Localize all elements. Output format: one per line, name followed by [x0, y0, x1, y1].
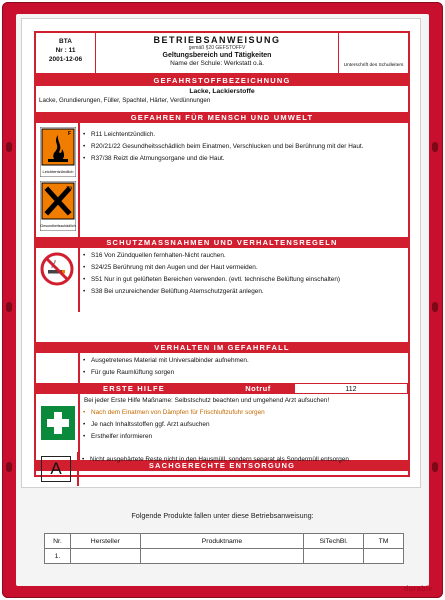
list-item: • Nach dem Einatmen von Dämpfen für Frischluftzufuhr sorgen — [82, 409, 408, 417]
section-heading-entsorgung: SACHGERECHTE ENTSORGUNG — [36, 460, 408, 471]
section-gefahrfall — [36, 353, 408, 383]
section-heading-ersthilfe — [36, 383, 408, 394]
doc-school: Name der Schule: Werkstatt o.ä. — [170, 60, 264, 67]
col-produktname: Produktname — [140, 534, 303, 549]
doc-title-box — [96, 33, 338, 73]
list-item: • S51 Nur in gut gelüfteten Bereichen verwenden. (evtl. technische Belüftung einschalten) — [82, 276, 408, 284]
document-sheet — [21, 18, 421, 488]
empty-icon-cell — [36, 353, 80, 383]
section-ersthilfe — [36, 394, 408, 460]
row-nr: 1. — [45, 549, 71, 564]
hazard-symbols — [36, 123, 80, 237]
col-sitechbl: SiTechBl. — [304, 534, 364, 549]
list-item: • Je nach Inhaltsstoffen ggf. Arzt aufsuchen — [82, 421, 408, 429]
disposal-list — [81, 452, 403, 464]
notruf-number: 112 — [294, 383, 408, 394]
table-header-row — [45, 534, 404, 549]
betriebsanweisung — [34, 31, 410, 477]
doc-code: BTA — [59, 38, 72, 45]
signature-label: Unterschrift des Schulleiters — [343, 63, 404, 68]
frame-hinge — [432, 142, 438, 152]
doc-id-box — [36, 33, 96, 73]
table-row — [45, 549, 404, 564]
hazard-list — [82, 127, 408, 163]
frame-hinge — [432, 462, 438, 472]
list-item: • Für gute Raumlüftung sorgen — [82, 369, 408, 377]
products-table — [44, 533, 404, 564]
prohibition-symbols — [36, 248, 80, 312]
first-aid-intro: Bei jeder Erste Hilfe Maßname: Selbstschutz beachten und umgehend Arzt aufsuchen! — [84, 397, 330, 404]
first-aid-cross-icon — [41, 406, 75, 440]
table-cell[interactable] — [304, 549, 364, 564]
hazard-label: Gesundheitsschädlich — [40, 224, 76, 228]
harmful-x-icon — [40, 181, 76, 231]
doc-date: 2001-12-06 — [48, 56, 83, 63]
products-note: Folgende Produkte fallen unter diese Betriebsanweisung: — [131, 511, 314, 520]
list-item: • Ersthelfer informieren — [82, 433, 408, 441]
disposal-a-icon: A — [41, 456, 71, 482]
no-smoking-icon — [40, 252, 74, 286]
list-item: • Ausgetretenes Material mit Universalbinder aufnehmen. — [82, 357, 408, 365]
protection-list — [82, 248, 408, 296]
frame-hinge — [6, 142, 12, 152]
flame-hazard-icon — [40, 127, 76, 177]
first-aid-symbol — [36, 394, 80, 460]
section-gefahrstoff — [36, 86, 408, 112]
frame-hinge — [6, 462, 12, 472]
section-heading-gefahrstoff: GEFAHRSTOFFBEZEICHNUNG — [36, 75, 408, 86]
frame-hinge — [6, 302, 12, 312]
first-aid-heading: ERSTE HILFE — [103, 384, 165, 393]
list-item: • Nicht ausgehärtete Reste nicht in den Hausmüll, sondern separat als Sondermüll entsorgen — [81, 456, 403, 464]
frame-hinge — [432, 302, 438, 312]
signature-box — [338, 33, 408, 73]
notruf-label: Notruf — [245, 384, 271, 393]
section-entsorgung-body — [35, 452, 407, 486]
doc-subtitle: gemäß §20 GEFSTOFFV — [188, 45, 246, 51]
first-aid-list — [82, 396, 408, 441]
list-item: • R11 Leichtentzündlich. — [82, 131, 408, 139]
col-tm: TM — [364, 534, 404, 549]
doc-title: BETRIEBSANWEISUNG — [153, 35, 281, 45]
section-gefahren — [36, 123, 408, 237]
col-nr: Nr. — [45, 534, 71, 549]
list-item: • S24/25 Berührung mit den Augen und der Haut vermeiden. — [82, 264, 408, 272]
section-heading-gefahren: GEFAHREN FÜR MENSCH UND UMWELT — [36, 112, 408, 123]
doc-number: Nr : 11 — [55, 47, 76, 54]
emergency-list — [82, 353, 408, 377]
list-item: • R20/21/22 Gesundheitsschädlich beim Einatmen, Verschlucken und bei Berührung mit der Haut. — [82, 143, 408, 151]
list-item: • S38 Bei unzureichender Belüftung Atemschutzgerät anlegen. — [82, 288, 408, 296]
table-cell[interactable] — [140, 549, 303, 564]
table-cell[interactable] — [364, 549, 404, 564]
col-hersteller: Hersteller — [70, 534, 140, 549]
hazard-label: Leichtentzündlich — [42, 169, 74, 174]
list-item: • R37/38 Reizt die Atmungsorgane und die Haut. — [82, 155, 408, 163]
substance-list: Lacke, Grundierungen, Füller, Spachtel, Härter, Verdünnungen — [39, 97, 211, 104]
brand-logo: durable — [404, 586, 433, 593]
table-cell[interactable] — [70, 549, 140, 564]
hazard-letter: F — [67, 131, 71, 137]
section-heading-gefahrfall: VERHALTEN IM GEFAHRFALL — [36, 342, 408, 353]
doc-header — [36, 33, 408, 75]
hazard-letter: Xn — [66, 185, 72, 190]
section-schutz — [36, 248, 408, 312]
section-heading-schutz: SCHUTZMASSNAHMEN UND VERHALTENSREGELN — [36, 237, 408, 248]
doc-scope: Geltungsbereich und Tätigkeiten — [162, 52, 272, 59]
disposal-symbol-cell — [35, 452, 79, 486]
substance-name: Lacke, Lackierstoffe — [189, 88, 255, 95]
list-item: • S16 Von Zündquellen fernhalten-Nicht rauchen. — [82, 252, 408, 260]
